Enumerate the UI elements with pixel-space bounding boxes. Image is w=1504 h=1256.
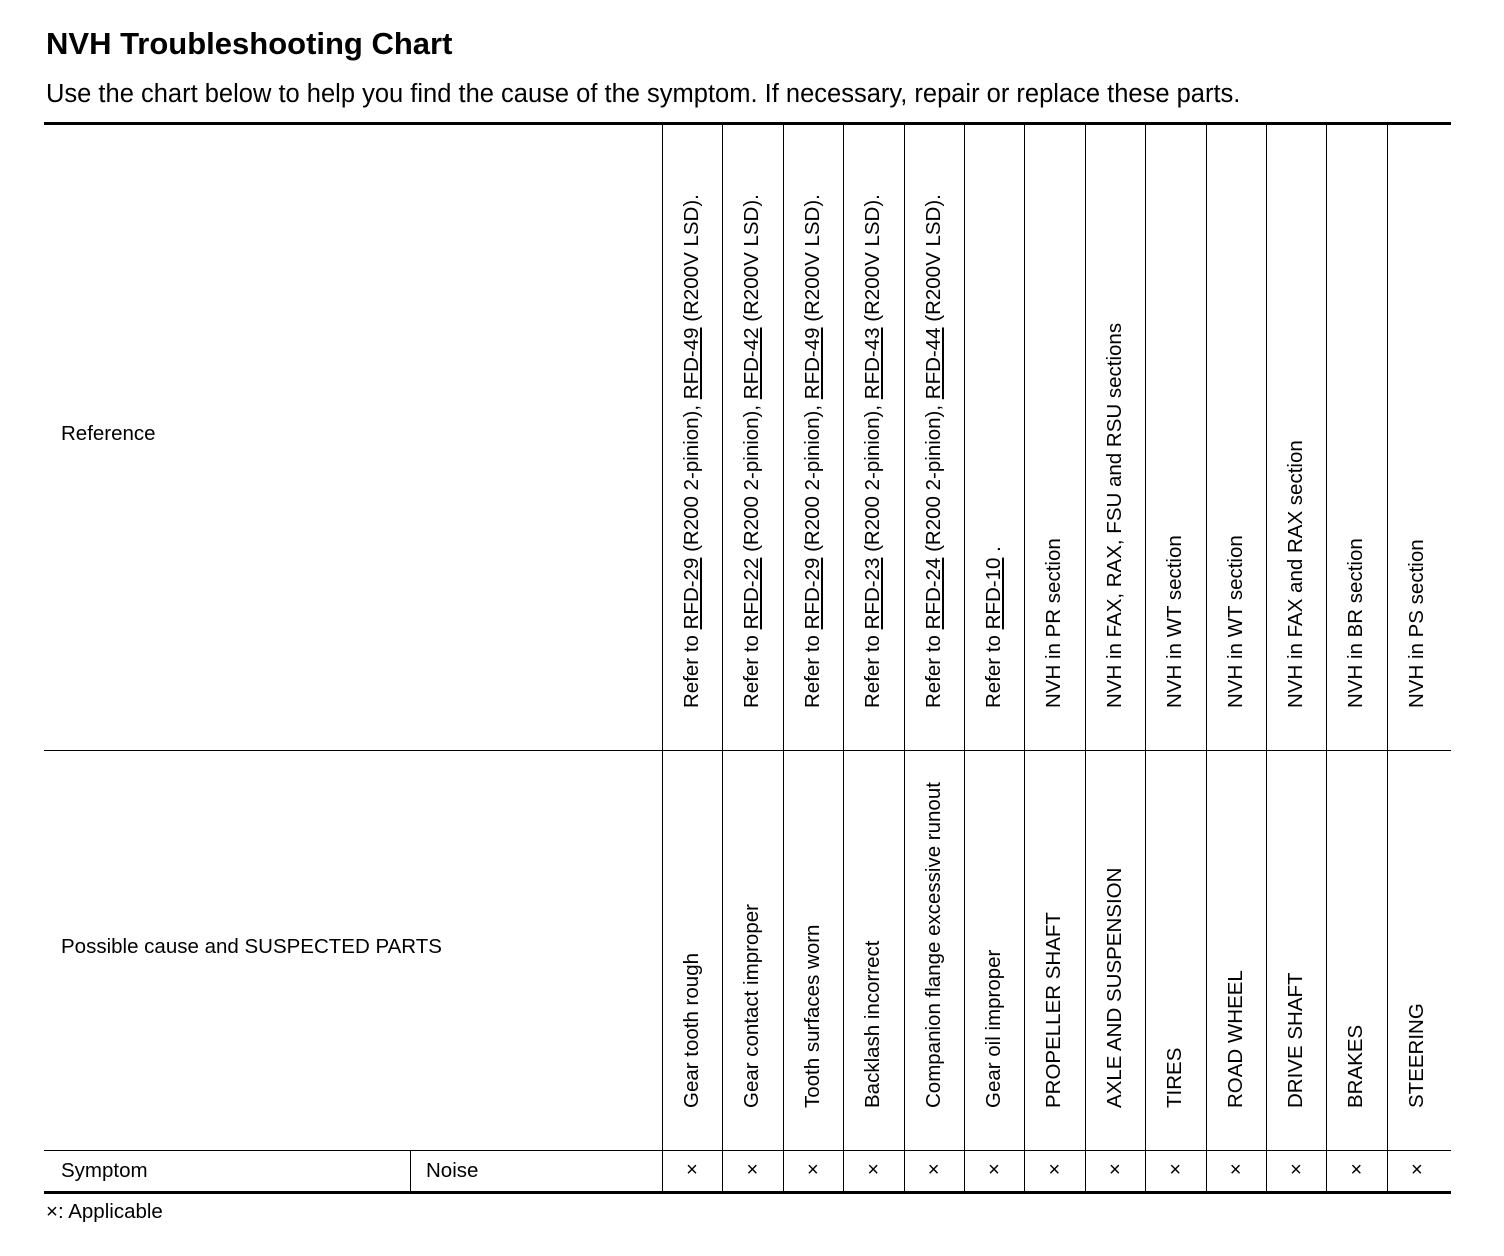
noise-label: Noise	[426, 1159, 479, 1182]
reference-cell	[1024, 125, 1084, 750]
reference-text-part: NVH in PR section	[1042, 538, 1066, 708]
reference-text	[1042, 538, 1066, 708]
reference-text	[1284, 440, 1308, 708]
cause-cell	[1266, 751, 1326, 1150]
cause-text: TIRES	[1163, 1047, 1187, 1108]
reference-row-label: Reference	[61, 422, 156, 445]
reference-text-part: (R200V LSD).	[861, 194, 885, 328]
cause-cell	[843, 751, 903, 1150]
applicable-mark: ×	[1410, 1159, 1423, 1181]
reference-text	[801, 194, 825, 708]
cause-text: Gear tooth rough	[680, 953, 703, 1108]
cause-cell	[1206, 751, 1266, 1150]
reference-cell	[964, 125, 1024, 750]
reference-text-part: .	[982, 546, 1005, 558]
reference-text	[982, 546, 1006, 708]
page-title: NVH Troubleshooting Chart	[46, 26, 453, 61]
reference-text	[922, 194, 946, 708]
applicable-mark: ×	[867, 1159, 880, 1181]
reference-link[interactable]: RFD-10	[982, 557, 1005, 630]
reference-link[interactable]: RFD-42	[740, 327, 764, 400]
reference-text	[1224, 535, 1248, 708]
applicable-mark: ×	[988, 1159, 1000, 1181]
cause-text: DRIVE SHAFT	[1284, 972, 1307, 1108]
reference-text-part: NVH in FAX, RAX, FSU and RSU sections	[1102, 322, 1126, 708]
reference-text-part: Refer to	[921, 629, 945, 708]
reference-text-part: (R200V LSD).	[800, 194, 824, 328]
applicable-mark: ×	[927, 1159, 940, 1181]
cause-cell	[783, 751, 843, 1150]
cause-text: Gear contact improper	[740, 904, 764, 1108]
reference-text-part: Refer to	[861, 629, 885, 708]
applicable-mark: ×	[746, 1159, 759, 1181]
reference-link[interactable]: RFD-23	[861, 557, 885, 630]
cause-text: AXLE AND SUSPENSION	[1102, 867, 1126, 1108]
reference-text-part: (R200 2-pinion),	[800, 399, 824, 558]
reference-link[interactable]: RFD-24	[921, 557, 945, 630]
cause-text: Tooth surfaces worn	[800, 924, 824, 1108]
reference-link[interactable]: RFD-22	[740, 557, 764, 630]
reference-cell	[1387, 125, 1447, 750]
nvh-troubleshooting-table	[44, 122, 1451, 1195]
reference-text-part: NVH in FAX and RAX section	[1284, 440, 1307, 708]
possible-cause-row-label: Possible cause and SUSPECTED PARTS	[61, 935, 442, 958]
cause-cell	[1024, 751, 1084, 1150]
reference-text-part: (R200 2-pinion),	[740, 399, 764, 558]
cause-cell	[904, 751, 964, 1150]
reference-link[interactable]: RFD-49	[680, 327, 703, 400]
reference-link[interactable]: RFD-44	[921, 327, 945, 400]
reference-cell	[1266, 125, 1326, 750]
reference-text-part: Refer to	[740, 629, 764, 708]
page-subtitle: Use the chart below to help you find the cause of the symptom. If necessary, repair or replace these parts.	[46, 80, 1241, 108]
cause-text: Backlash incorrect	[861, 940, 885, 1108]
reference-text-part: Refer to	[680, 629, 703, 708]
applicable-mark: ×	[1048, 1159, 1061, 1181]
symptom-noise-divider	[410, 1151, 411, 1191]
reference-text-part: (R200 2-pinion),	[680, 399, 703, 558]
cause-text: ROAD WHEEL	[1223, 970, 1247, 1108]
reference-link[interactable]: RFD-43	[861, 327, 885, 400]
cause-cell	[1387, 751, 1447, 1150]
cause-text: BRAKES	[1344, 1024, 1368, 1108]
reference-text-part: (R200V LSD).	[740, 194, 764, 328]
reference-text-part: NVH in BR section	[1344, 538, 1368, 708]
reference-text	[1103, 323, 1127, 708]
reference-text	[861, 194, 885, 708]
reference-text-part: Refer to	[800, 629, 824, 708]
reference-text	[740, 194, 764, 708]
cause-text: PROPELLER SHAFT	[1042, 912, 1066, 1108]
reference-cell	[904, 125, 964, 750]
applicable-mark: ×	[1108, 1159, 1121, 1181]
applicable-mark: ×	[686, 1159, 698, 1181]
cause-text: Companion flange excessive runout	[921, 782, 945, 1108]
applicable-mark: ×	[1350, 1159, 1363, 1181]
reference-cell	[662, 125, 722, 750]
reference-cell	[1145, 125, 1205, 750]
cause-cell	[1085, 751, 1145, 1150]
reference-cell	[1206, 125, 1266, 750]
applicable-mark: ×	[1229, 1159, 1242, 1181]
reference-text	[1405, 539, 1429, 708]
reference-text-part: (R200V LSD).	[921, 194, 945, 328]
applicable-mark: ×	[1290, 1159, 1302, 1181]
reference-link[interactable]: RFD-29	[680, 557, 703, 630]
reference-text-part: NVH in WT section	[1163, 535, 1187, 708]
table-bottom-rule	[44, 1191, 1451, 1194]
reference-cell	[843, 125, 903, 750]
reference-text	[680, 194, 704, 708]
reference-link[interactable]: RFD-49	[800, 327, 824, 400]
reference-cell	[1326, 125, 1386, 750]
reference-text-part: NVH in WT section	[1223, 535, 1247, 708]
reference-text-part: Refer to	[982, 629, 1005, 708]
reference-link[interactable]: RFD-29	[800, 557, 824, 630]
applicable-mark: ×	[806, 1159, 819, 1181]
cause-text: Gear oil improper	[982, 949, 1005, 1108]
cause-cell	[722, 751, 782, 1150]
cause-cell	[964, 751, 1024, 1150]
reference-text	[1163, 535, 1187, 708]
footnote-legend: ×: Applicable	[46, 1200, 163, 1223]
symptom-label: Symptom	[61, 1159, 148, 1182]
cause-cell	[1145, 751, 1205, 1150]
reference-text-part: NVH in PS section	[1404, 539, 1428, 708]
cause-cell	[662, 751, 722, 1150]
applicable-mark: ×	[1169, 1159, 1182, 1181]
cause-cell	[1326, 751, 1386, 1150]
reference-cell	[722, 125, 782, 750]
reference-text-part: (R200 2-pinion),	[921, 399, 945, 558]
reference-text-part: (R200 2-pinion),	[861, 399, 885, 558]
reference-cell	[783, 125, 843, 750]
reference-text	[1344, 538, 1368, 708]
reference-cell	[1085, 125, 1145, 750]
cause-text: STEERING	[1404, 1003, 1428, 1108]
reference-text-part: (R200V LSD).	[680, 194, 703, 328]
